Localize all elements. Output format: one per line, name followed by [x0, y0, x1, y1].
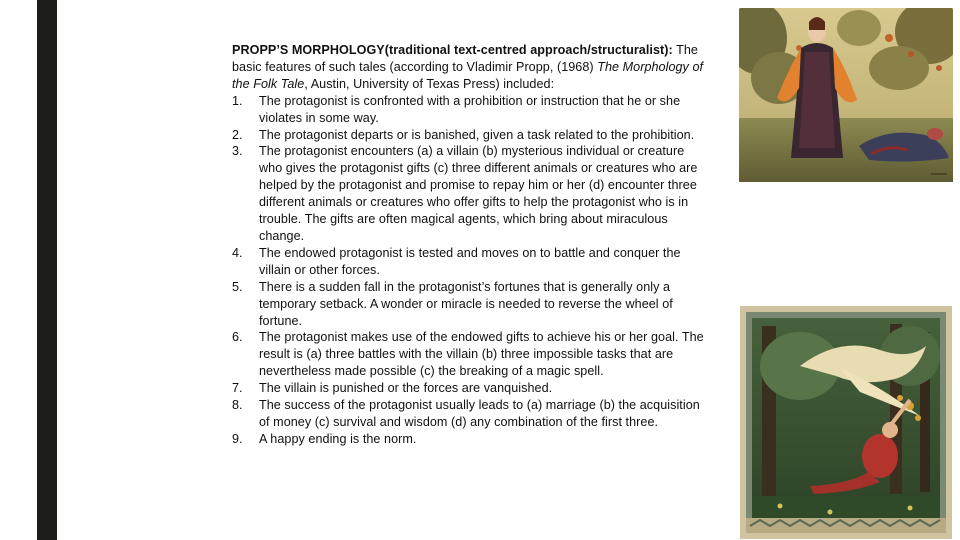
- princess-illustration-art: [739, 8, 953, 182]
- item-text: The protagonist is confronted with a prohibition or instruction that he or she violates in some way.: [259, 93, 681, 125]
- item-number: 2.: [232, 127, 243, 142]
- firebird-illustration-art: [740, 306, 952, 539]
- princess-illustration: [739, 8, 953, 182]
- list-item: [232, 143, 707, 244]
- list-item: [232, 431, 707, 448]
- item-text: The success of the protagonist usually leads to (a) marriage (b) the acquisition of money (c) survival and wisdom (d) any combination of the first three.: [259, 398, 700, 429]
- item-text: The protagonist encounters (a) a villain (b) mysterious individual or creature who gives the protagonist gifts (c) three different animals or creatures who are helped by the protagonist and promise to repay him or her (d) encounter three different animals or creatures who offer gifts to help the protagonist who is in trouble. The gifts are often magical agents, which bring about miraculous change.: [259, 144, 698, 243]
- firebird-illustration: [740, 306, 952, 539]
- item-number: 3.: [232, 144, 243, 159]
- book-title: The Morphology of the Folk Tale: [232, 59, 704, 91]
- item-text: The endowed protagonist is tested and moves on to battle and conquer the villain or other forces.: [259, 245, 681, 277]
- list-item: [232, 245, 707, 279]
- item-text: A happy ending is the norm.: [259, 431, 417, 446]
- intro-text-b: , Austin, University of Texas Press) included:: [304, 76, 555, 91]
- heading: PROPP’S MORPHOLOGY(traditional text-centred approach/structuralist):: [232, 43, 673, 57]
- item-number: 4.: [232, 245, 243, 260]
- item-text: The villain is punished or the forces are vanquished.: [259, 381, 553, 396]
- item-number: 1.: [232, 93, 243, 108]
- left-accent-bar: [37, 0, 57, 540]
- item-text: The protagonist departs or is banished, given a task related to the prohibition.: [259, 127, 695, 142]
- list-item: [232, 380, 707, 397]
- item-number: 7.: [232, 381, 243, 396]
- item-number: 6.: [232, 330, 243, 345]
- list-item: [232, 397, 707, 431]
- item-number: 8.: [232, 398, 243, 413]
- list-item: [232, 279, 707, 330]
- item-text: There is a sudden fall in the protagonist’s fortunes that is generally only a temporary setback. A wonder or miracle is needed to reverse the wheel of fortune.: [259, 279, 673, 328]
- intro-text-a: The basic features of such tales (according to Vladimir Propp, (1968): [232, 43, 698, 74]
- list-item: [232, 93, 707, 127]
- item-number: 5.: [232, 279, 243, 294]
- list-item: [232, 329, 707, 380]
- list-item: [232, 127, 707, 144]
- slide-text: [232, 42, 707, 448]
- item-text: The protagonist makes use of the endowed gifts to achieve his or her goal. The result is (a) three battles with the villain (b) three impossible tasks that are nevertheless made possible (c) the breaking of a magic spell.: [259, 330, 704, 379]
- feature-list: [232, 93, 707, 448]
- item-number: 9.: [232, 431, 243, 446]
- intro-paragraph: [232, 42, 707, 93]
